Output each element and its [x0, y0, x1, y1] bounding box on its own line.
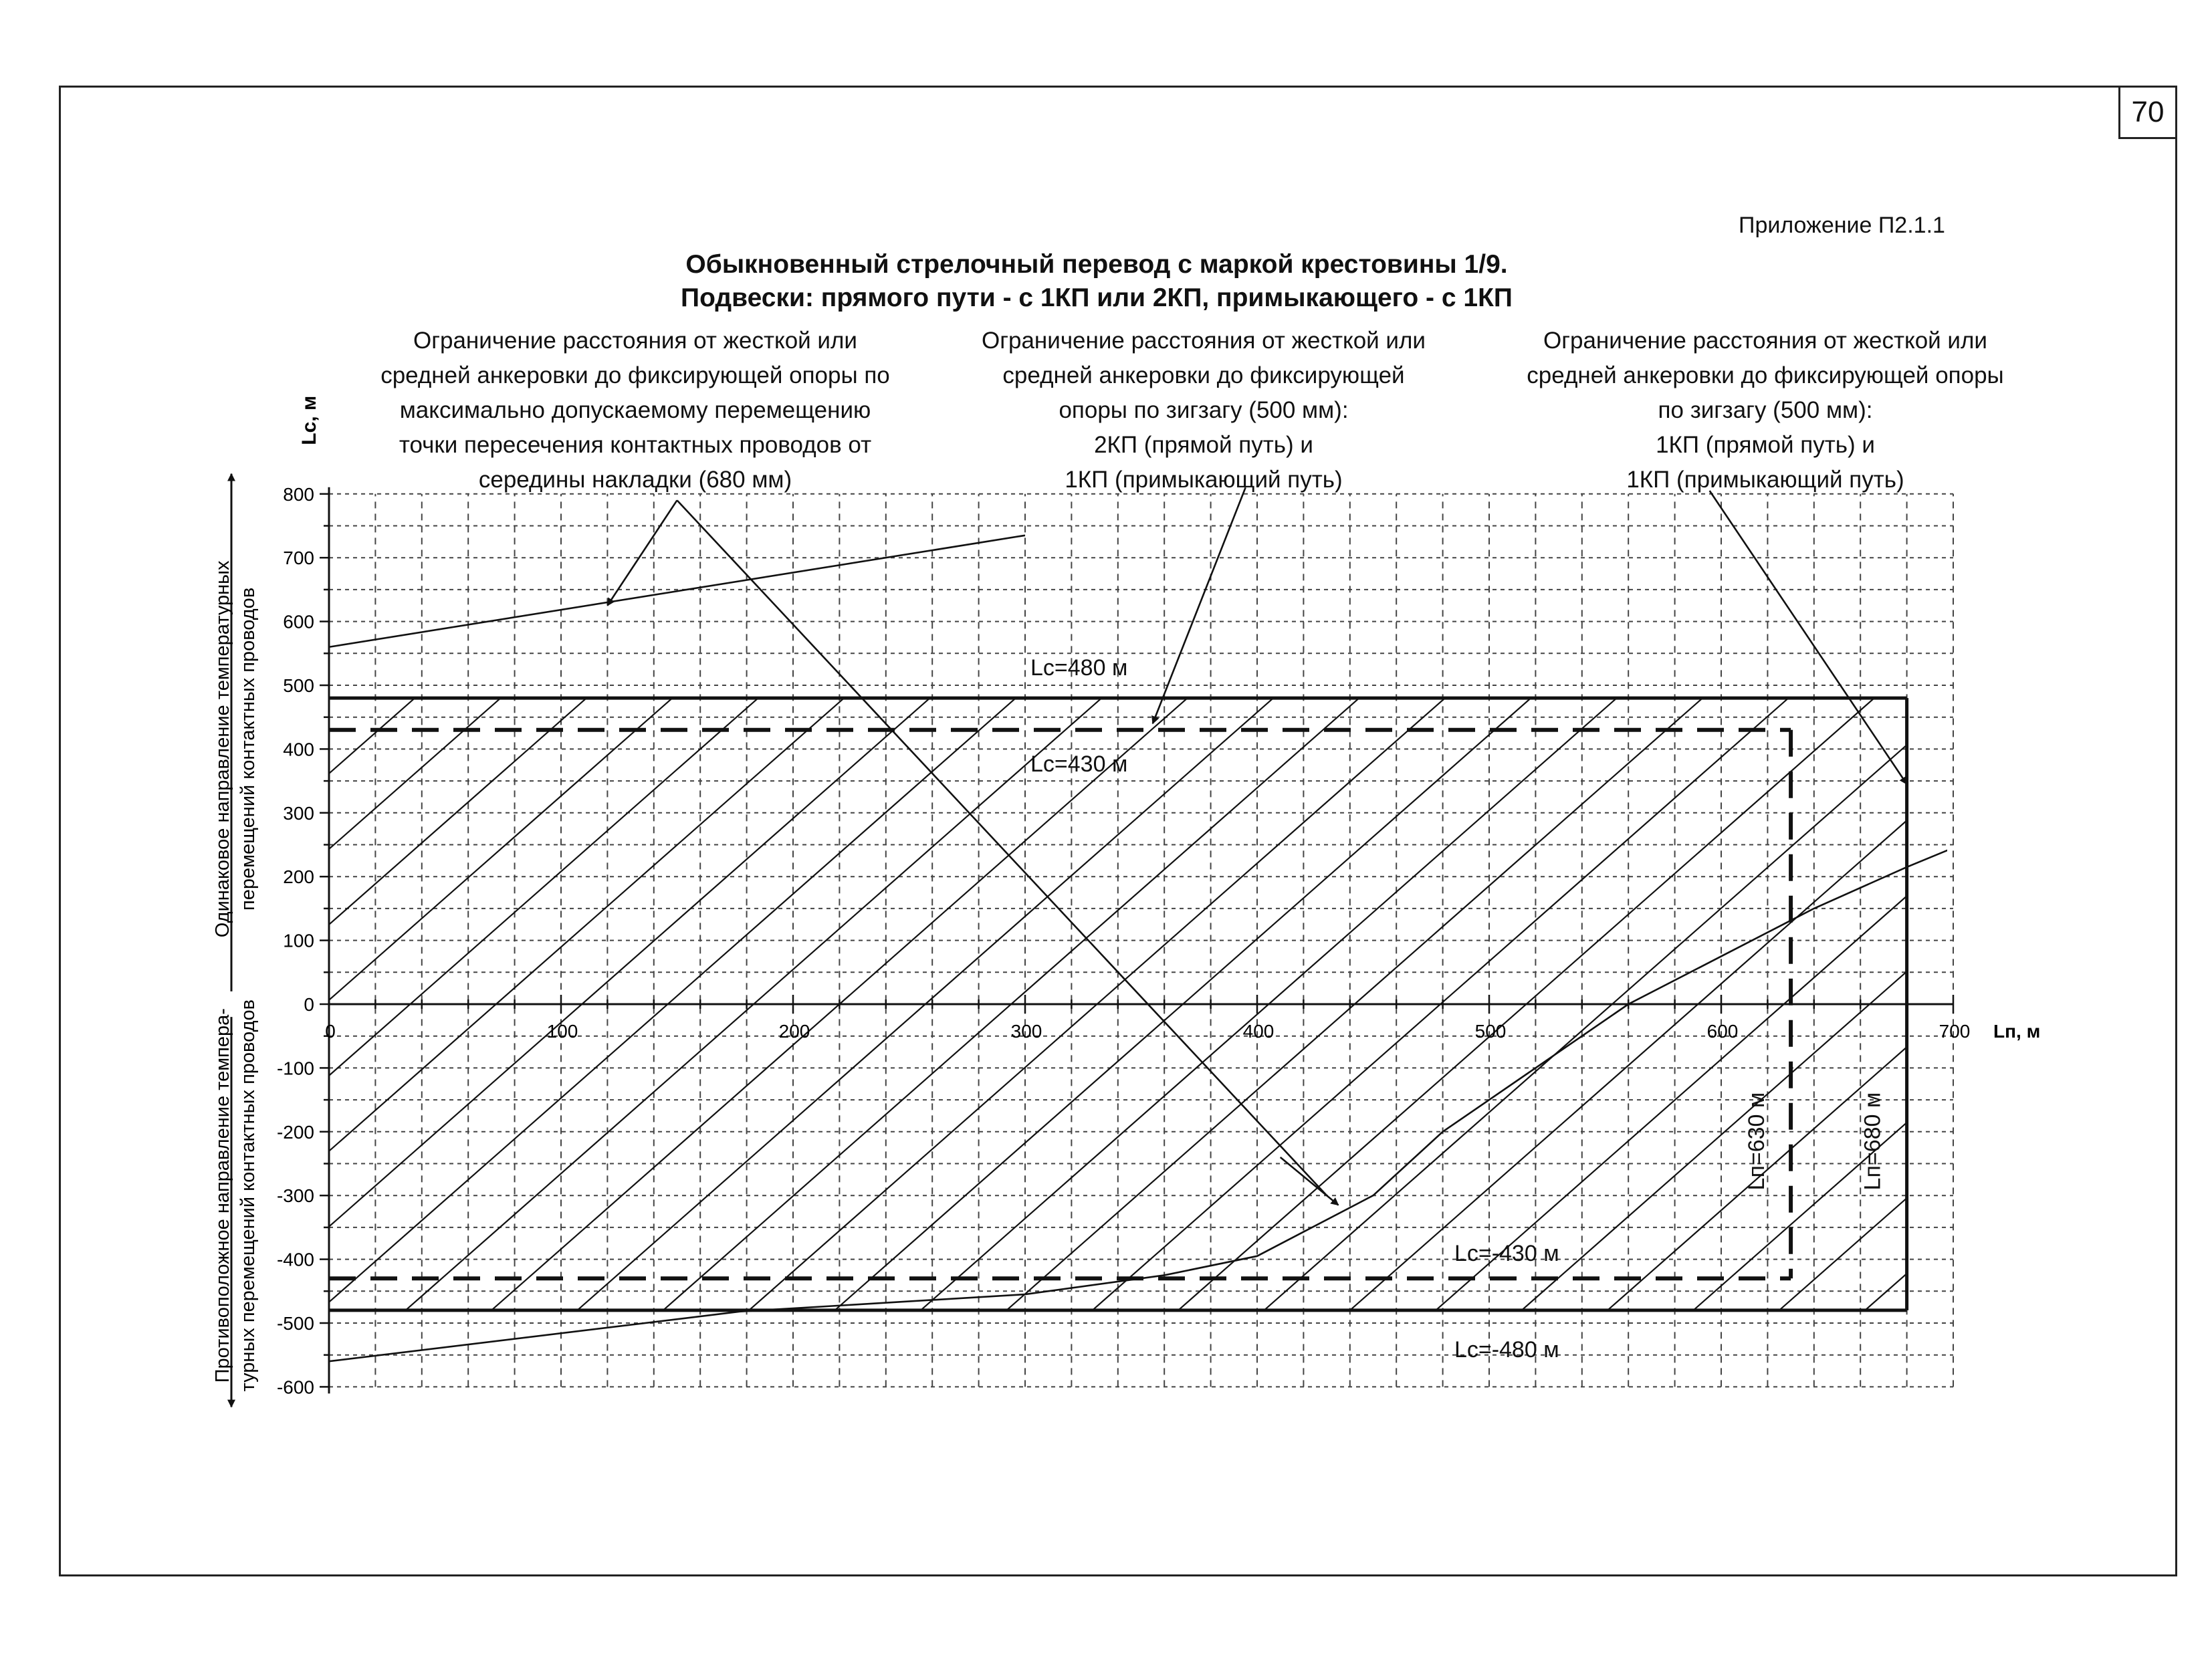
x-tick-label: 100 [546, 1021, 578, 1042]
series-line-upper-limit [329, 536, 1025, 647]
limit-label-upper: Lc=430 м [1030, 751, 1128, 777]
note-line: середины накладки (680 мм) [478, 467, 792, 493]
hatch-line [0, 698, 329, 1310]
y-lower-side-label: турных перемещений контактных проводов [237, 999, 259, 1392]
series-line-lower-limit [329, 848, 1953, 1361]
x-tick-label: 600 [1706, 1021, 1739, 1042]
x-tick-label: 300 [1010, 1021, 1042, 1042]
y-tick-label: -500 [276, 1313, 314, 1334]
note-line: 1КП (примыкающий путь) [1626, 467, 1904, 493]
annotation-arrow [1153, 487, 1246, 723]
annotation-arrow [1710, 491, 1907, 784]
y-tick-label: -600 [276, 1377, 314, 1398]
note-line: средней анкеровки до фиксирующей опоры по [380, 362, 890, 388]
note-line: 1КП (примыкающий путь) [1065, 467, 1343, 493]
y-lower-side-label: Противоположное направление темпера- [212, 1008, 233, 1383]
note-line: максимально допускаемому перемещению [399, 397, 871, 423]
x-tick-label: 200 [778, 1021, 810, 1042]
y-tick-label: 0 [304, 994, 314, 1015]
limit-label-vertical: Lп=630 м [1744, 1092, 1770, 1191]
y-tick-label: -100 [276, 1058, 314, 1079]
y-tick-label: 400 [283, 739, 314, 760]
note-line: средней анкеровки до фиксирующей опоры [1527, 362, 2004, 388]
chart-title-line2: Подвески: прямого пути - с 1КП или 2КП, примыкающего - с 1КП [681, 283, 1513, 312]
y-tick-label: 300 [283, 802, 314, 824]
y-tick-label: -200 [276, 1121, 314, 1143]
limit-label-upper: Lc=480 м [1030, 655, 1128, 681]
note-line: Ограничение расстояния от жесткой или [982, 328, 1426, 354]
limit-label-lower: Lc=-480 м [1454, 1336, 1559, 1363]
limit-label-vertical: Lп=680 м [1860, 1092, 1886, 1191]
x-axis-label: Lп, м [1993, 1021, 2041, 1042]
series-line-diagonal [677, 500, 1327, 1195]
note-line: средней анкеровки до фиксирующей [1002, 362, 1405, 388]
y-upper-side-label: перемещений контактных проводов [237, 587, 259, 911]
x-tick-label: 0 [325, 1021, 336, 1042]
x-tick-label: 400 [1242, 1021, 1275, 1042]
y-tick-label: 100 [283, 930, 314, 951]
page-number: 70 [2118, 86, 2177, 139]
y-tick-label: 200 [283, 866, 314, 888]
y-axis-label: Lс, м [298, 395, 320, 445]
chart-title-line1: Обыкновенный стрелочный перевод с маркой крестовины 1/9. [685, 250, 1508, 279]
note-line: Ограничение расстояния от жесткой или [1543, 328, 1987, 354]
annotation-arrow [1281, 1157, 1339, 1205]
y-upper-side-label: Одинаковое направление температурных [212, 560, 233, 938]
x-tick-label: 700 [1939, 1021, 1971, 1042]
y-tick-label: 700 [283, 548, 314, 569]
note-line: точки пересечения контактных проводов от [399, 432, 872, 458]
y-tick-label: 500 [283, 675, 314, 696]
y-tick-label: -300 [276, 1185, 314, 1207]
note-line: опоры по зигзагу (500 мм): [1059, 397, 1349, 423]
y-tick-label: -400 [276, 1249, 314, 1270]
note-line: по зигзагу (500 мм): [1658, 397, 1873, 423]
y-tick-label: 600 [283, 611, 314, 632]
note-line: 1КП (прямой путь) и [1656, 432, 1875, 458]
y-tick-label: 800 [283, 483, 314, 505]
limit-label-lower: Lc=-430 м [1454, 1241, 1559, 1267]
appendix-label: Приложение П2.1.1 [1739, 213, 1945, 238]
note-line: Ограничение расстояния от жесткой или [413, 328, 857, 354]
x-tick-label: 500 [1474, 1021, 1507, 1042]
note-line: 2КП (прямой путь) и [1094, 432, 1313, 458]
